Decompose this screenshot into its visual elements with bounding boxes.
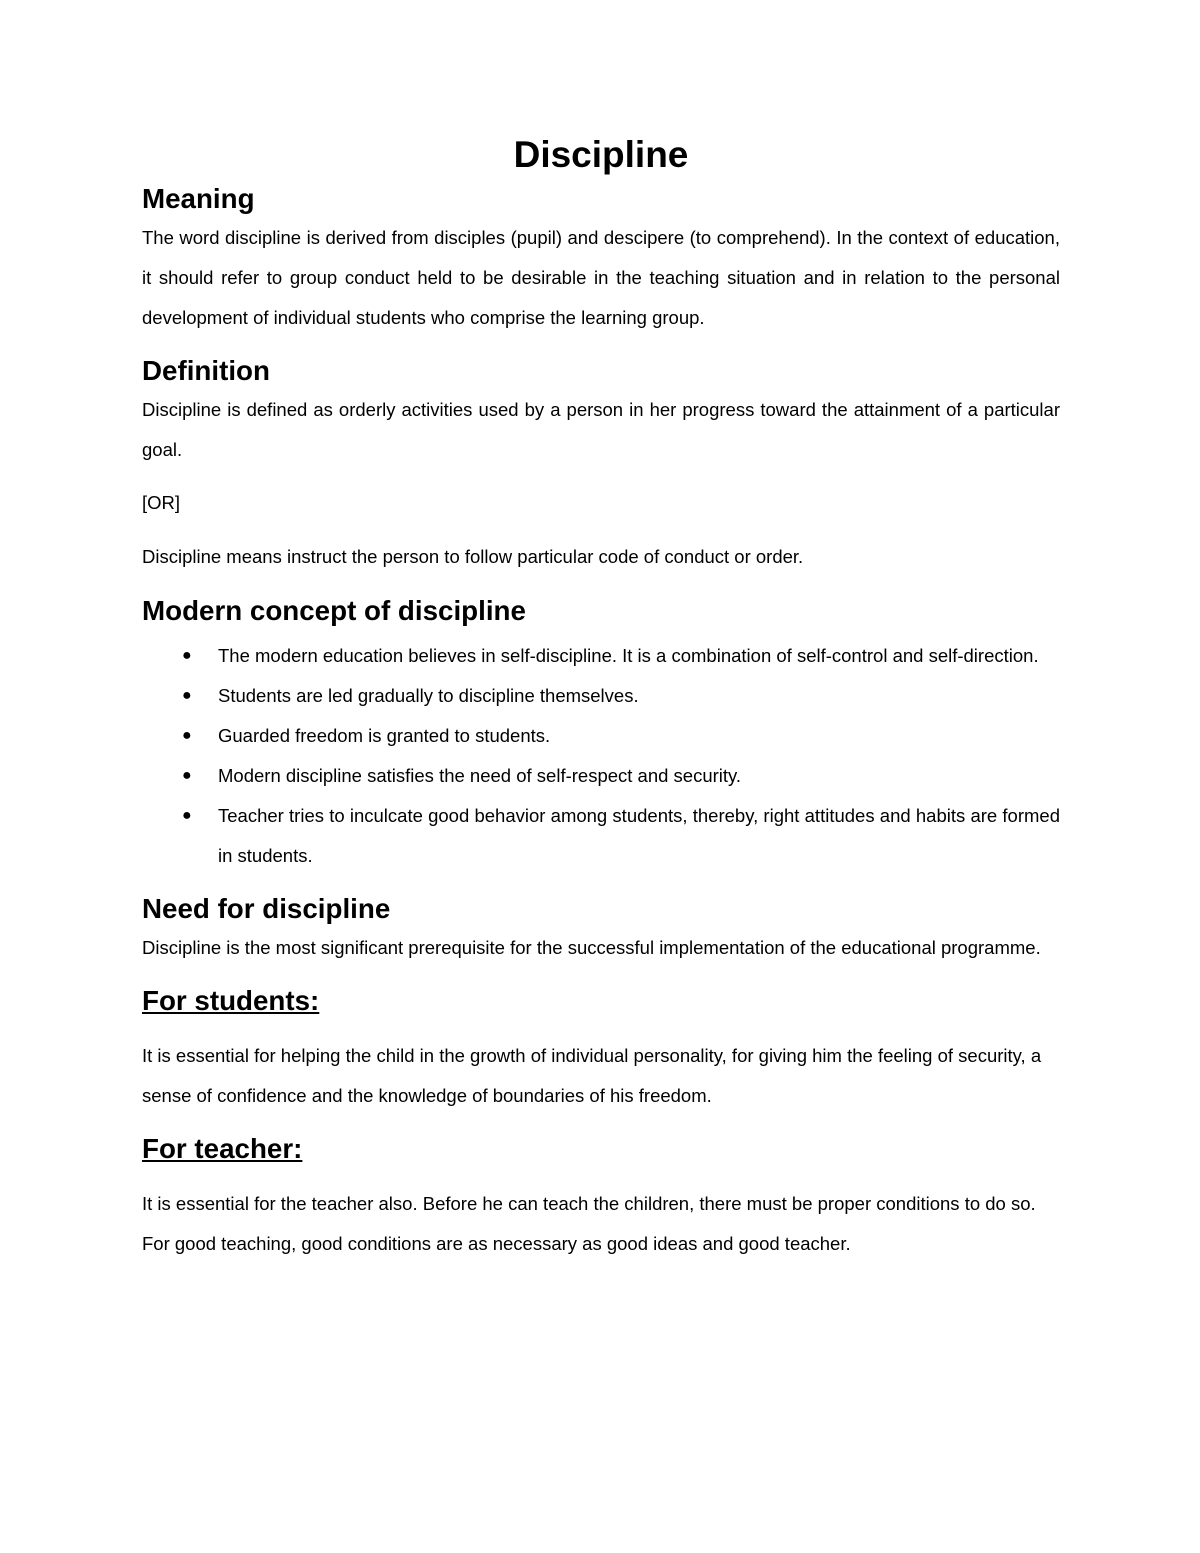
for-teacher-heading: For teacher: <box>142 1133 303 1164</box>
list-item-text: Modern discipline satisfies the need of self-respect and security. <box>218 765 742 786</box>
bullet-icon: ● <box>182 647 192 664</box>
document-page <box>142 134 1060 1264</box>
list-item <box>142 796 1060 876</box>
for-students-heading: For students: <box>142 985 320 1016</box>
list-item-text: Guarded freedom is granted to students. <box>218 725 551 746</box>
definition-text: Discipline is defined as orderly activities used by a person in her progress toward the attainment of a particular goal. <box>142 399 1060 460</box>
meaning-text: The word discipline is derived from disciples (pupil) and descipere (to comprehend). In the context of education, it should refer to group conduct held to be desirable in the teaching situation and in relation to the personal development of individual students who comprise the learning group. <box>142 227 1060 328</box>
list-item-text: Students are led gradually to discipline themselves. <box>218 685 639 706</box>
for-students-text: It is essential for helping the child in the growth of individual personality, for giving him the feeling of security, a sense of confidence and the knowledge of boundaries of his freedom. <box>142 1045 1042 1106</box>
list-item <box>142 636 1060 676</box>
definition-alt-text: Discipline means instruct the person to follow particular code of conduct or order. <box>142 546 804 567</box>
need-heading: Need for discipline <box>142 893 391 924</box>
bullet-icon: ● <box>182 687 192 704</box>
need-text: Discipline is the most significant prerequisite for the successful implementation of the educational programme. <box>142 937 1041 958</box>
modern-concept-list <box>142 636 1060 876</box>
list-item <box>142 756 1060 796</box>
for-teacher-text: It is essential for the teacher also. Before he can teach the children, there must be proper conditions to do so. For good teaching, good conditions are as necessary as good ideas and good teacher. <box>142 1193 1036 1254</box>
bullet-icon: ● <box>182 807 192 824</box>
list-item <box>142 716 1060 756</box>
list-item-text: Teacher tries to inculcate good behavior among students, thereby, right attitudes and habits are formed in students. <box>218 805 1060 866</box>
meaning-heading: Meaning <box>142 183 255 214</box>
bullet-icon: ● <box>182 767 192 784</box>
bullet-icon: ● <box>182 727 192 744</box>
or-label: [OR] <box>142 492 181 513</box>
list-item <box>142 676 1060 716</box>
definition-heading: Definition <box>142 355 270 386</box>
modern-concept-heading: Modern concept of discipline <box>142 595 526 626</box>
document-title: Discipline <box>513 134 689 175</box>
list-item-text: The modern education believes in self-discipline. It is a combination of self-control and self-direction. <box>218 645 1039 666</box>
